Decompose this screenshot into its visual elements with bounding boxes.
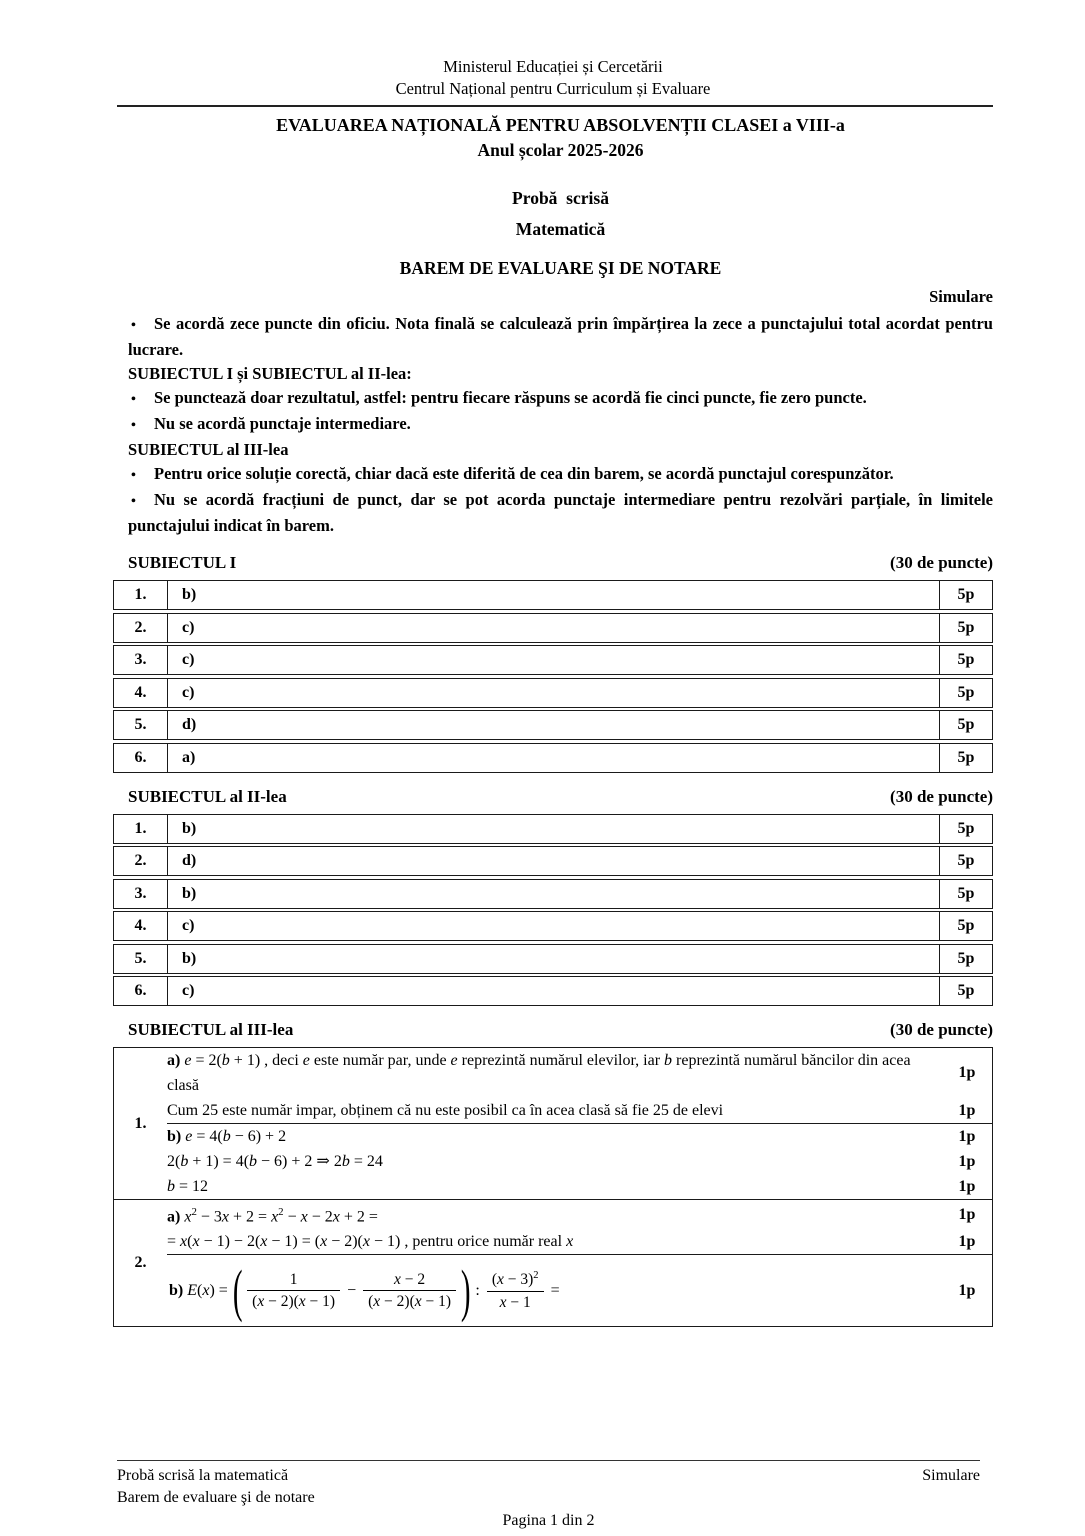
- header-rule: [117, 105, 993, 107]
- footer-left-line1: Probă scrisă la matematică: [117, 1467, 289, 1484]
- section-heading-1: [128, 553, 993, 573]
- row-points: 5p: [939, 912, 992, 940]
- center-line: Centrul Național pentru Curriculum și Evaluare: [395, 79, 711, 98]
- row-answer: c): [182, 683, 195, 701]
- solution-line: a) e = 2(b + 1) , deci e este număr par, unde e reprezintă numărul elevilor, iar b reprezintă numărul băncilor din acea clasă: [167, 1052, 911, 1094]
- page-number: Pagina 1 din 2: [502, 1512, 595, 1529]
- section-title: SUBIECTUL al III-lea: [128, 1020, 294, 1039]
- row-answer: d): [182, 716, 197, 733]
- section-points-label: (30 de puncte): [890, 1020, 993, 1039]
- solution-row: [114, 1174, 993, 1200]
- row-points: 5p: [939, 646, 992, 674]
- rule-bullet-3: [128, 412, 993, 438]
- fraction-denominator: x − 1: [499, 1293, 531, 1311]
- row-answer: c): [182, 917, 195, 934]
- section-heading-2: [128, 787, 993, 807]
- row-points: 5p: [939, 847, 992, 875]
- solution-line-formula: [167, 1255, 942, 1327]
- solution-line: 2(b + 1) = 4(b − 6) + 2 ⇒ 2b = 24: [167, 1153, 383, 1170]
- rule-subheading-2: SUBIECTUL al III-lea: [128, 440, 289, 459]
- row-answer: c): [182, 651, 195, 668]
- table-row: [113, 944, 993, 974]
- solution-row: [114, 1048, 993, 1099]
- document-header: [113, 56, 993, 100]
- solution-row: [114, 1098, 993, 1124]
- solution-row: [114, 1124, 993, 1150]
- subject2-answers-table: [113, 814, 993, 1007]
- row-answer: d): [182, 852, 197, 869]
- rule-subheading-1: SUBIECTUL I și SUBIECTUL al II-lea:: [128, 364, 412, 383]
- row-points: 5p: [939, 945, 992, 973]
- row-answer: a): [182, 748, 196, 766]
- bullet-icon: •: [131, 392, 136, 407]
- solution-row: [114, 1255, 993, 1327]
- row-points: 5p: [939, 679, 992, 707]
- fraction: [487, 1269, 544, 1312]
- bullet-icon: •: [131, 318, 136, 333]
- row-answer: b): [182, 949, 197, 967]
- footer-right: Simulare: [922, 1467, 980, 1484]
- rule-text: Nu se acordă punctaje intermediare.: [154, 414, 411, 433]
- row-points: 5p: [939, 880, 992, 908]
- bullet-icon: •: [131, 494, 136, 509]
- table-row: [113, 879, 993, 909]
- rule-text: Se acordă zece puncte din oficiu. Nota finală se calculează prin împărțirea la zece a punctajului total acordat pentru lucrare.: [128, 314, 993, 359]
- fraction-numerator: $(x - 3)^2$: [487, 1269, 544, 1292]
- table-row: [113, 710, 993, 740]
- table-row: [113, 678, 993, 708]
- row-answer: b): [182, 884, 197, 902]
- division-operator: :: [475, 1282, 480, 1300]
- section-title: SUBIECTUL al II-lea: [128, 786, 287, 806]
- subject1-answers-table: [113, 580, 993, 773]
- table-row: [113, 580, 993, 610]
- simulare-label: Simulare: [929, 287, 993, 306]
- page-footer: [117, 1460, 980, 1532]
- expression-formula: b) E(x) = ( $\frac{1}{(x - 2)(x - 1)}$ − $\frac{x - 2}{(x - 2)(x - 1)}$ ) : $\frac{(x - 3)^2}{x - 1}$ =: [169, 1257, 560, 1323]
- solution-line: = x(x − 1) − 2(x − 1) = (x − 2)(x − 1) , pentru orice număr real x: [167, 1233, 574, 1251]
- table-row: [113, 911, 993, 941]
- fraction-denominator: (x − 2)(x − 1): [252, 1293, 336, 1311]
- solution-row: [114, 1200, 993, 1230]
- rule-bullet-1: [128, 312, 993, 362]
- section-points-label: (30 de puncte): [890, 553, 993, 572]
- row-points: 5p: [939, 815, 992, 843]
- footer-rule: [117, 1460, 980, 1461]
- bullet-icon: •: [131, 468, 136, 483]
- table-row: [113, 613, 993, 643]
- question-number: 2.: [114, 1200, 168, 1327]
- section-heading-3: [128, 1020, 993, 1040]
- fraction: [247, 1270, 340, 1312]
- row-points: 5p: [939, 711, 992, 739]
- fraction: [363, 1270, 456, 1312]
- ministry-line: Ministerul Educației și Cercetării: [443, 57, 663, 76]
- points-cell: 1p: [942, 1255, 993, 1327]
- row-points: 5p: [939, 581, 992, 609]
- points-cell: 1p: [958, 1064, 976, 1081]
- exam-title: EVALUAREA NAȚIONALĂ PENTRU ABSOLVENȚII CLASEI a VIII-a: [276, 115, 845, 135]
- table-row: [113, 976, 993, 1006]
- row-number: 3.: [114, 880, 168, 908]
- row-number: 4.: [114, 912, 168, 940]
- rule-text: Se punctează doar rezultatul, astfel: pentru fiecare răspuns se acordă fie cinci puncte, fie zero puncte.: [154, 388, 867, 407]
- footer-left-line2: Barem de evaluare şi de notare: [117, 1489, 315, 1506]
- rule-text: Nu se acordă fracțiuni de punct, dar se pot acorda punctaje intermediare pentru rezolvări parțiale, în limitele punctajului indicat în barem.: [128, 490, 993, 535]
- barem-title: BAREM DE EVALUARE ŞI DE NOTARE: [399, 258, 722, 278]
- solution-row: [114, 1229, 993, 1255]
- written-test-label: Probă scrisă: [512, 188, 609, 208]
- subject3-work-table: [113, 1047, 993, 1327]
- solution-row: [114, 1149, 993, 1174]
- points-cell: 1p: [942, 1124, 993, 1150]
- row-number: 5.: [114, 711, 168, 739]
- points-cell: 1p: [958, 1232, 976, 1250]
- fraction-numerator: x − 2: [363, 1270, 456, 1291]
- rule-bullet-5: [128, 488, 993, 538]
- row-answer: c): [182, 618, 195, 636]
- bullet-icon: •: [131, 418, 136, 433]
- row-answer: c): [182, 982, 195, 999]
- equals-operator: =: [550, 1282, 560, 1300]
- row-number: 2.: [114, 614, 168, 642]
- solution-line: Cum 25 este număr impar, obținem că nu este posibil ca în acea clasă să fie 25 de elevi: [167, 1102, 724, 1119]
- minus-operator: −: [347, 1282, 357, 1300]
- row-number: 6.: [114, 977, 168, 1005]
- solution-line: b = 12: [167, 1178, 209, 1195]
- row-number: 6.: [114, 744, 168, 772]
- row-points: 5p: [939, 977, 992, 1005]
- table-row: [113, 743, 993, 773]
- solution-line: b) e = 4(b − 6) + 2: [167, 1124, 942, 1150]
- points-cell: 1p: [958, 1101, 976, 1119]
- row-number: 1.: [114, 815, 168, 843]
- subject-label: Matematică: [515, 219, 606, 239]
- points-cell: 1p: [958, 1177, 976, 1195]
- row-points: 5p: [939, 744, 992, 772]
- footer-row: [117, 1465, 980, 1487]
- row-number: 4.: [114, 679, 168, 707]
- section-points-label: (30 de puncte): [890, 786, 993, 806]
- row-answer: b): [182, 819, 197, 837]
- row-number: 5.: [114, 945, 168, 973]
- rule-text: Pentru orice soluție corectă, chiar dacă este diferită de cea din barem, se acordă punctajul corespunzător.: [154, 464, 894, 483]
- formula-label: b) E(x) =: [169, 1282, 228, 1300]
- points-cell: 1p: [942, 1200, 993, 1230]
- school-year: Anul școlar 2025-2026: [477, 140, 644, 160]
- row-number: 3.: [114, 646, 168, 674]
- section-title: SUBIECTUL I: [128, 553, 237, 572]
- row-points: 5p: [939, 614, 992, 642]
- points-cell: 1p: [958, 1152, 976, 1170]
- rules-list: [128, 312, 993, 538]
- table-row: [113, 814, 993, 844]
- row-number: 1.: [114, 581, 168, 609]
- table-row: [113, 846, 993, 876]
- fraction-numerator: 1: [247, 1270, 340, 1291]
- row-answer: b): [182, 586, 197, 603]
- row-number: 2.: [114, 847, 168, 875]
- rule-bullet-2: [128, 386, 993, 412]
- fraction-denominator: (x − 2)(x − 1): [368, 1293, 452, 1311]
- question-number: 1.: [134, 1114, 147, 1132]
- rule-bullet-4: [128, 462, 993, 488]
- table-row: [113, 645, 993, 675]
- solution-line: a) $x^2 - 3x + 2 = x^2 - x - 2x + 2$ =: [167, 1200, 942, 1230]
